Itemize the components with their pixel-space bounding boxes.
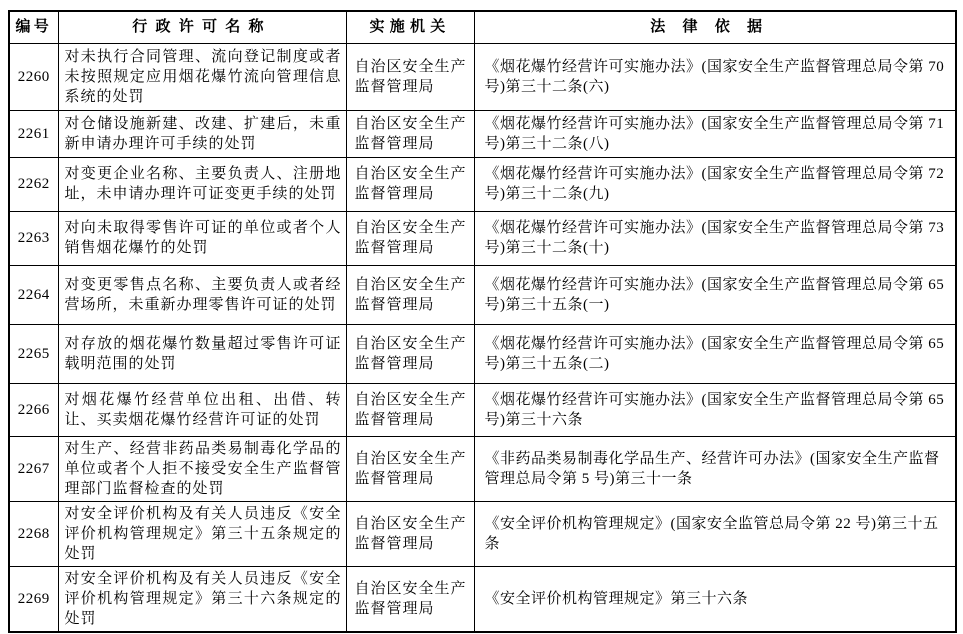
- permit-name-cell: 对生产、经营非药品类易制毒化学品的单位或者个人拒不接受安全生产监督管理部门监督检查的处罚: [58, 436, 346, 501]
- table-row: [9, 501, 956, 566]
- header-row: [9, 11, 956, 43]
- agency-cell: 自治区安全生产监督管理局: [346, 501, 474, 566]
- column-header-agency: 实施机关: [346, 11, 474, 43]
- agency-cell: 自治区安全生产监督管理局: [346, 383, 474, 436]
- permit-name-cell: 对变更企业名称、主要负责人、注册地址，未申请办理许可证变更手续的处罚: [58, 157, 346, 211]
- permit-name-cell: 对安全评价机构及有关人员违反《安全评价机构管理规定》第三十六条规定的处罚: [58, 566, 346, 632]
- row-id-cell: 2267: [9, 436, 58, 501]
- column-header-legal: 法律依据: [474, 11, 956, 43]
- permit-name-cell: 对存放的烟花爆竹数量超过零售许可证载明范围的处罚: [58, 324, 346, 383]
- permit-name-cell: 对未执行合同管理、流向登记制度或者未按照规定应用烟花爆竹流向管理信息系统的处罚: [58, 43, 346, 110]
- table-row: [9, 324, 956, 383]
- permit-name-cell: 对变更零售点名称、主要负责人或者经营场所，未重新办理零售许可证的处罚: [58, 265, 346, 324]
- administrative-permit-table: [8, 10, 957, 633]
- row-id-cell: 2264: [9, 265, 58, 324]
- agency-cell: 自治区安全生产监督管理局: [346, 324, 474, 383]
- legal-basis-cell: 《烟花爆竹经营许可实施办法》(国家安全生产监督管理总局令第 72 号)第三十二条(九): [474, 157, 956, 211]
- permit-name-cell: 对向未取得零售许可证的单位或者个人销售烟花爆竹的处罚: [58, 211, 346, 265]
- table-row: [9, 157, 956, 211]
- row-id-cell: 2262: [9, 157, 58, 211]
- legal-basis-cell: 《烟花爆竹经营许可实施办法》(国家安全生产监督管理总局令第 65 号)第三十五条(二): [474, 324, 956, 383]
- legal-basis-cell: 《烟花爆竹经营许可实施办法》(国家安全生产监督管理总局令第 65 号)第三十六条: [474, 383, 956, 436]
- agency-cell: 自治区安全生产监督管理局: [346, 436, 474, 501]
- legal-basis-cell: 《烟花爆竹经营许可实施办法》(国家安全生产监督管理总局令第 70 号)第三十二条(六): [474, 43, 956, 110]
- agency-cell: 自治区安全生产监督管理局: [346, 110, 474, 157]
- row-id-cell: 2268: [9, 501, 58, 566]
- row-id-cell: 2261: [9, 110, 58, 157]
- legal-basis-cell: 《烟花爆竹经营许可实施办法》(国家安全生产监督管理总局令第 65 号)第三十五条(一): [474, 265, 956, 324]
- row-id-cell: 2260: [9, 43, 58, 110]
- table-row: [9, 566, 956, 632]
- legal-basis-cell: 《烟花爆竹经营许可实施办法》(国家安全生产监督管理总局令第 73 号)第三十二条(十): [474, 211, 956, 265]
- row-id-cell: 2266: [9, 383, 58, 436]
- agency-cell: 自治区安全生产监督管理局: [346, 265, 474, 324]
- permit-name-cell: 对烟花爆竹经营单位出租、出借、转让、买卖烟花爆竹经营许可证的处罚: [58, 383, 346, 436]
- agency-cell: 自治区安全生产监督管理局: [346, 211, 474, 265]
- column-header-id: 编号: [9, 11, 58, 43]
- permit-name-cell: 对仓储设施新建、改建、扩建后，未重新申请办理许可手续的处罚: [58, 110, 346, 157]
- table-row: [9, 383, 956, 436]
- agency-cell: 自治区安全生产监督管理局: [346, 566, 474, 632]
- legal-basis-cell: 《烟花爆竹经营许可实施办法》(国家安全生产监督管理总局令第 71 号)第三十二条(八): [474, 110, 956, 157]
- row-id-cell: 2265: [9, 324, 58, 383]
- agency-cell: 自治区安全生产监督管理局: [346, 43, 474, 110]
- table-row: [9, 211, 956, 265]
- permit-name-cell: 对安全评价机构及有关人员违反《安全评价机构管理规定》第三十五条规定的处罚: [58, 501, 346, 566]
- legal-basis-cell: 《安全评价机构管理规定》(国家安全监管总局令第 22 号)第三十五条: [474, 501, 956, 566]
- legal-basis-cell: 《非药品类易制毒化学品生产、经营许可办法》(国家安全生产监督管理总局令第 5 号)第三十一条: [474, 436, 956, 501]
- row-id-cell: 2269: [9, 566, 58, 632]
- table-row: [9, 265, 956, 324]
- legal-basis-cell: 《安全评价机构管理规定》第三十六条: [474, 566, 956, 632]
- row-id-cell: 2263: [9, 211, 58, 265]
- column-header-name: 行政许可名称: [58, 11, 346, 43]
- table-row: [9, 43, 956, 110]
- agency-cell: 自治区安全生产监督管理局: [346, 157, 474, 211]
- table-row: [9, 110, 956, 157]
- table-row: [9, 436, 956, 501]
